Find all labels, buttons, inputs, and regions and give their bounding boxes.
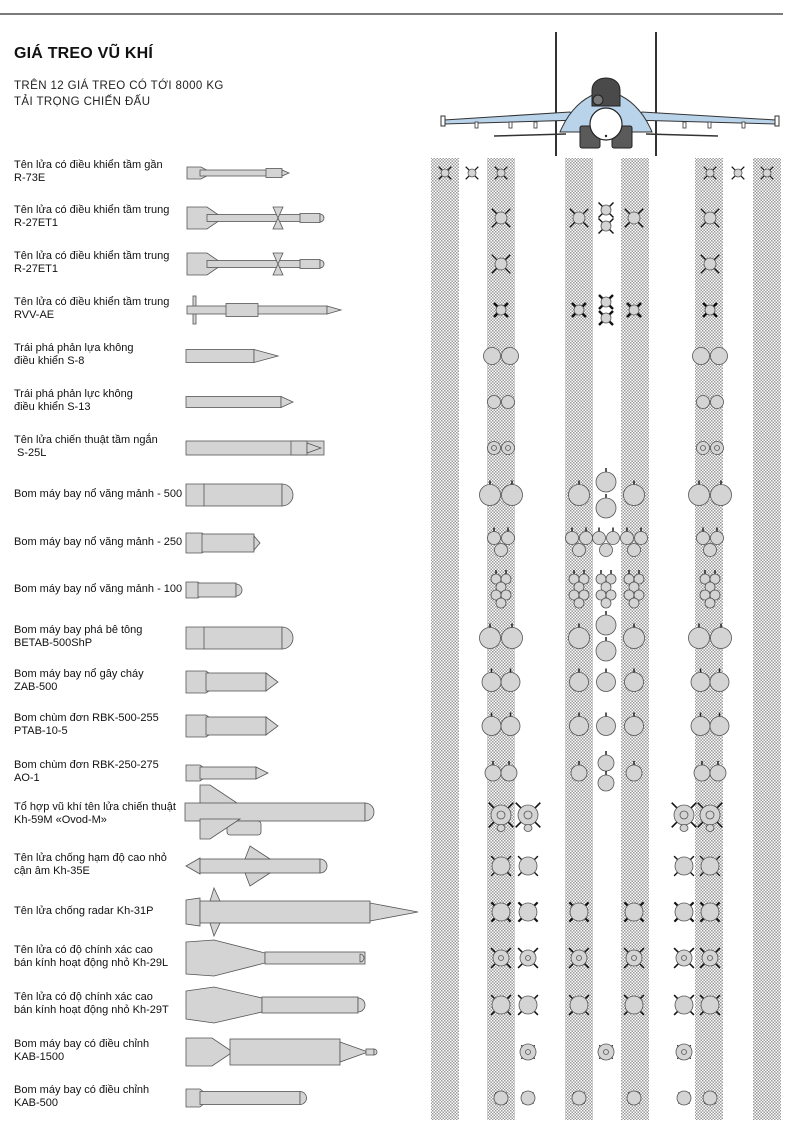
weapon-label	[14, 905, 153, 918]
weapon-label	[14, 342, 133, 368]
bomb-icon	[186, 582, 242, 598]
weapon-label-line2: điều khiển S-13	[14, 401, 91, 413]
weapon-label	[14, 159, 163, 185]
bomb-icon	[186, 627, 293, 649]
subtitle-line-2: TẢI TRỌNG CHIẾN ĐẤU	[14, 96, 151, 108]
weapon-label	[14, 250, 169, 276]
weapon-label	[14, 434, 158, 460]
missile-small-icon	[187, 167, 289, 179]
weapon-label-line2: AO-1	[14, 772, 40, 784]
weapon-label	[14, 296, 169, 322]
weapon-label-line2: R-27ET1	[14, 263, 59, 275]
weapon-label-line1: Trái phá phản lựa không	[14, 342, 134, 354]
weapon-label	[14, 759, 159, 785]
weapon-label	[14, 583, 182, 596]
bomb-icon	[186, 715, 278, 737]
cruise-missile-icon	[185, 785, 374, 839]
weapon-label-line1: Bom máy bay nổ văng mảnh - 250	[14, 536, 183, 548]
missile-r27-icon	[187, 253, 324, 275]
weapon-label-line2: S-25L	[14, 447, 47, 459]
weapon-label-line1: Tên lửa có điều khiển tầm trung	[14, 250, 170, 262]
weapon-label	[14, 668, 144, 694]
weapon-label	[14, 1084, 149, 1110]
weapon-label-line2: R-27ET1	[14, 217, 59, 229]
weapon-label	[14, 488, 182, 501]
subtitle-line-1: TRÊN 12 GIÁ TREO CÓ TỚI 8000 KG	[14, 80, 224, 92]
weapon-label-line1: Tên lửa chống hạm độ cao nhỏ	[14, 852, 167, 864]
bomb-icon	[186, 484, 293, 506]
weapon-label-line1: Bom máy bay nổ văng mảnh - 100	[14, 583, 183, 595]
missile-r27-icon	[187, 207, 324, 229]
weapon-label-line2: ZAB-500	[14, 681, 58, 693]
weapon-label	[14, 852, 167, 878]
weapon-label-line1: Bom máy bay có điều chỉnh	[14, 1038, 150, 1050]
weapon-label	[14, 624, 142, 650]
weapon-label-line2: Kh-59M «Ovod-M»	[14, 814, 107, 826]
weapon-label-line2: R-73E	[14, 172, 46, 184]
weapon-label-line2: BETAB-500ShP	[14, 637, 93, 649]
weapon-label-line2: điều khiển S-8	[14, 355, 85, 367]
weapon-label	[14, 204, 169, 230]
weapon-label	[14, 388, 133, 414]
weapon-label-line1: Bom máy bay nổ văng mảnh - 500	[14, 488, 183, 500]
weapon-label-line1: Tổ hợp vũ khí tên lửa chiến thuật	[14, 801, 176, 813]
weapon-label-line2: PTAB-10-5	[14, 725, 68, 737]
weapon-label-line2: cận âm Kh-35E	[14, 865, 90, 877]
bomb-icon	[186, 533, 260, 553]
weapon-label-line2: bán kính hoạt động nhỏ Kh-29L	[14, 957, 169, 969]
weapon-label	[14, 1038, 149, 1064]
weapon-label-line1: Tên lửa có điều khiển tầm gần	[14, 159, 163, 171]
weapon-label-line1: Bom máy bay nổ gây cháy	[14, 668, 144, 680]
rocket-pod-icon	[186, 350, 278, 363]
weapon-label-line1: Bom chùm đơn RBK-250-275	[14, 759, 159, 771]
weapon-label	[14, 536, 182, 549]
guided-bomb-icon	[186, 1089, 307, 1107]
weapon-label-line1: Tên lửa chiến thuật tầm ngắn	[14, 434, 158, 446]
weapon-label-line2: bán kính hoạt động nhỏ Kh-29T	[14, 1004, 169, 1016]
weapon-label-line2: KAB-1500	[14, 1051, 65, 1063]
page-title: GIÁ TREO VŨ KHÍ	[14, 45, 154, 62]
weapon-label	[14, 991, 169, 1017]
weapon-label-line1: Tên lửa có độ chính xác cao	[14, 944, 153, 956]
weapon-label	[14, 801, 176, 827]
weapon-label-line1: Trái phá phản lực không	[14, 388, 133, 400]
guided-bomb-icon	[186, 1038, 377, 1066]
weapon-label-line1: Tên lửa có điều khiển tầm trung	[14, 296, 170, 308]
weapon-label-line1: Tên lửa chống radar Kh-31P	[14, 905, 154, 917]
bomb-icon	[186, 765, 268, 781]
weapon-label-line1: Bom chùm đơn RBK-500-255	[14, 712, 159, 724]
weapon-label	[14, 944, 168, 970]
weapon-label-line1: Bom máy bay phá bê tông	[14, 624, 143, 636]
weapon-label	[14, 712, 159, 738]
missile-kh29-icon	[186, 987, 365, 1023]
weapon-label-line1: Tên lửa có điều khiển tầm trung	[14, 204, 170, 216]
missile-rvv-icon	[187, 296, 341, 324]
antiradar-missile-icon	[186, 888, 418, 936]
weapon-label-line2: RVV-AE	[14, 309, 55, 321]
missile-kh29-icon	[186, 940, 365, 976]
weapon-label-line1: Bom máy bay có điều chỉnh	[14, 1084, 150, 1096]
weapon-label-line1: Tên lửa có độ chính xác cao	[14, 991, 153, 1003]
antiship-missile-icon	[186, 846, 327, 886]
rocket-pod-icon	[186, 397, 293, 408]
rocket-s25-icon	[186, 441, 324, 455]
weapon-label-line2: KAB-500	[14, 1097, 59, 1109]
bomb-icon	[186, 671, 278, 693]
